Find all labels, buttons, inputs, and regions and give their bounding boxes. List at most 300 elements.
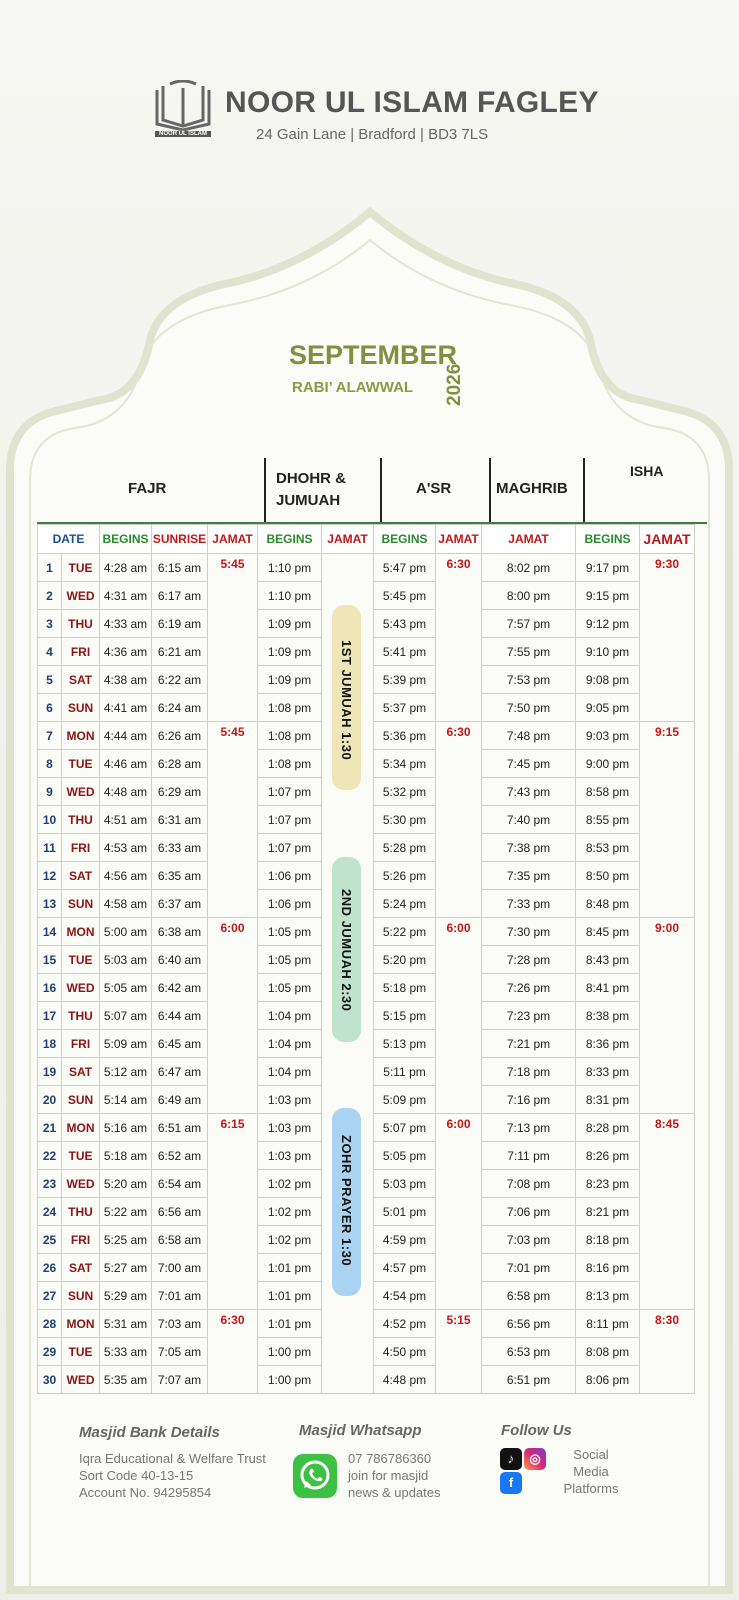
sunrise-time: 7:03 am xyxy=(152,1310,208,1338)
sunrise-time: 6:45 am xyxy=(152,1030,208,1058)
date-number: 9 xyxy=(38,778,62,806)
date-number: 13 xyxy=(38,890,62,918)
col-isha-jamat: JAMAT xyxy=(640,525,695,554)
maghrib-jamat: 8:02 pm xyxy=(482,554,576,582)
month-title: SEPTEMBER xyxy=(289,340,458,370)
maghrib-heading: MAGHRIB xyxy=(496,480,568,497)
date-number: 5 xyxy=(38,666,62,694)
table-row xyxy=(38,554,695,582)
fajr-begins: 5:07 am xyxy=(100,1002,152,1030)
sunrise-time: 6:52 am xyxy=(152,1142,208,1170)
dhohr-heading-line2: JUMUAH xyxy=(276,492,341,509)
fajr-begins: 5:22 am xyxy=(100,1198,152,1226)
day-name: MON xyxy=(62,722,100,750)
maghrib-jamat: 7:57 pm xyxy=(482,610,576,638)
dhohr-begins: 1:05 pm xyxy=(258,918,322,946)
date-number: 1 xyxy=(38,554,62,582)
day-name: WED xyxy=(62,974,100,1002)
logo-caption: NOOR UL ISLAM xyxy=(159,131,207,137)
dhohr-begins: 1:04 pm xyxy=(258,1058,322,1086)
fajr-begins: 4:33 am xyxy=(100,610,152,638)
maghrib-jamat: 7:33 pm xyxy=(482,890,576,918)
date-number: 7 xyxy=(38,722,62,750)
whatsapp-number[interactable]: 07 786786360 xyxy=(348,1451,432,1466)
sunrise-time: 6:44 am xyxy=(152,1002,208,1030)
isha-heading: ISHA xyxy=(630,463,664,479)
col-sunrise: SUNRISE xyxy=(152,525,208,554)
day-name: THU xyxy=(62,610,100,638)
sunrise-time: 6:24 am xyxy=(152,694,208,722)
bank-trust-name: Iqra Educational & Welfare Trust xyxy=(79,1451,266,1466)
maghrib-jamat: 7:53 pm xyxy=(482,666,576,694)
isha-begins: 9:15 pm xyxy=(576,582,640,610)
col-isha-begins: BEGINS xyxy=(576,525,640,554)
sunrise-time: 6:15 am xyxy=(152,554,208,582)
facebook-icon[interactable]: f xyxy=(500,1472,522,1494)
hijri-month: RABI’ ALAWWAL xyxy=(292,379,414,396)
isha-begins: 8:06 pm xyxy=(576,1366,640,1394)
dhohr-begins: 1:08 pm xyxy=(258,722,322,750)
day-name: MON xyxy=(62,1114,100,1142)
day-name: THU xyxy=(62,1002,100,1030)
asr-begins: 5:36 pm xyxy=(374,722,436,750)
day-name: FRI xyxy=(62,834,100,862)
day-name: SAT xyxy=(62,666,100,694)
isha-begins: 9:00 pm xyxy=(576,750,640,778)
isha-begins: 8:58 pm xyxy=(576,778,640,806)
fajr-jamat: 5:45 xyxy=(208,554,258,722)
masjid-address: 24 Gain Lane | Bradford | BD3 7LS xyxy=(256,126,489,143)
asr-begins: 4:50 pm xyxy=(374,1338,436,1366)
day-name: SUN xyxy=(62,1282,100,1310)
sunrise-time: 6:49 am xyxy=(152,1086,208,1114)
asr-begins: 5:01 pm xyxy=(374,1198,436,1226)
isha-begins: 8:26 pm xyxy=(576,1142,640,1170)
dhohr-begins: 1:05 pm xyxy=(258,974,322,1002)
fajr-jamat: 6:00 xyxy=(208,918,258,1114)
maghrib-jamat: 7:35 pm xyxy=(482,862,576,890)
maghrib-jamat: 7:55 pm xyxy=(482,638,576,666)
sunrise-time: 7:05 am xyxy=(152,1338,208,1366)
follow-us-title: Follow Us xyxy=(501,1422,572,1439)
dhohr-begins: 1:02 pm xyxy=(258,1226,322,1254)
asr-begins: 5:32 pm xyxy=(374,778,436,806)
whatsapp-details xyxy=(348,1450,441,1501)
dhohr-begins: 1:06 pm xyxy=(258,890,322,918)
maghrib-jamat: 7:11 pm xyxy=(482,1142,576,1170)
date-number: 11 xyxy=(38,834,62,862)
date-number: 16 xyxy=(38,974,62,1002)
day-name: SUN xyxy=(62,890,100,918)
date-number: 23 xyxy=(38,1170,62,1198)
fajr-jamat: 6:30 xyxy=(208,1310,258,1394)
isha-begins: 9:05 pm xyxy=(576,694,640,722)
day-name: FRI xyxy=(62,638,100,666)
isha-begins: 8:38 pm xyxy=(576,1002,640,1030)
isha-begins: 8:13 pm xyxy=(576,1282,640,1310)
fajr-begins: 5:05 am xyxy=(100,974,152,1002)
maghrib-jamat: 6:56 pm xyxy=(482,1310,576,1338)
asr-begins: 5:20 pm xyxy=(374,946,436,974)
year-label: 2026 xyxy=(444,363,465,406)
asr-begins: 5:34 pm xyxy=(374,750,436,778)
whatsapp-icon[interactable] xyxy=(293,1454,337,1498)
sunrise-time: 6:21 am xyxy=(152,638,208,666)
asr-begins: 5:03 pm xyxy=(374,1170,436,1198)
maghrib-jamat: 7:03 pm xyxy=(482,1226,576,1254)
isha-begins: 8:16 pm xyxy=(576,1254,640,1282)
date-number: 22 xyxy=(38,1142,62,1170)
sunrise-time: 6:40 am xyxy=(152,946,208,974)
fajr-begins: 5:09 am xyxy=(100,1030,152,1058)
asr-begins: 5:47 pm xyxy=(374,554,436,582)
isha-jamat: 8:30 xyxy=(640,1310,695,1394)
date-number: 8 xyxy=(38,750,62,778)
date-number: 3 xyxy=(38,610,62,638)
fajr-jamat: 6:15 xyxy=(208,1114,258,1310)
asr-begins: 5:11 pm xyxy=(374,1058,436,1086)
bank-sort-code: Sort Code 40-13-15 xyxy=(79,1468,194,1483)
isha-begins: 8:50 pm xyxy=(576,862,640,890)
sunrise-time: 6:28 am xyxy=(152,750,208,778)
maghrib-jamat: 7:01 pm xyxy=(482,1254,576,1282)
maghrib-jamat: 8:00 pm xyxy=(482,582,576,610)
date-number: 4 xyxy=(38,638,62,666)
asr-begins: 4:52 pm xyxy=(374,1310,436,1338)
dhohr-heading-line1: DHOHR & xyxy=(276,470,346,487)
isha-begins: 9:17 pm xyxy=(576,554,640,582)
isha-begins: 8:21 pm xyxy=(576,1198,640,1226)
dhohr-begins: 1:09 pm xyxy=(258,610,322,638)
dhohr-begins: 1:07 pm xyxy=(258,806,322,834)
day-name: MON xyxy=(62,1310,100,1338)
isha-begins: 8:11 pm xyxy=(576,1310,640,1338)
maghrib-jamat: 7:08 pm xyxy=(482,1170,576,1198)
isha-jamat: 9:00 xyxy=(640,918,695,1114)
bank-details-title: Masjid Bank Details xyxy=(79,1424,220,1441)
sunrise-time: 6:56 am xyxy=(152,1198,208,1226)
sunrise-time: 6:22 am xyxy=(152,666,208,694)
maghrib-jamat: 7:13 pm xyxy=(482,1114,576,1142)
asr-begins: 5:15 pm xyxy=(374,1002,436,1030)
dhohr-begins: 1:10 pm xyxy=(258,582,322,610)
date-number: 28 xyxy=(38,1310,62,1338)
date-number: 26 xyxy=(38,1254,62,1282)
dhohr-begins: 1:09 pm xyxy=(258,666,322,694)
maghrib-jamat: 7:28 pm xyxy=(482,946,576,974)
dhohr-begins: 1:09 pm xyxy=(258,638,322,666)
asr-begins: 5:26 pm xyxy=(374,862,436,890)
sunrise-time: 6:37 am xyxy=(152,890,208,918)
maghrib-jamat: 7:45 pm xyxy=(482,750,576,778)
day-name: WED xyxy=(62,582,100,610)
isha-begins: 8:23 pm xyxy=(576,1170,640,1198)
dhohr-begins: 1:05 pm xyxy=(258,946,322,974)
maghrib-jamat: 7:18 pm xyxy=(482,1058,576,1086)
timetable-body xyxy=(38,554,695,1394)
dhohr-heading xyxy=(276,468,346,512)
fajr-begins: 4:58 am xyxy=(100,890,152,918)
day-name: SAT xyxy=(62,1254,100,1282)
col-fajr-begins: BEGINS xyxy=(100,525,152,554)
social-media-label xyxy=(556,1446,626,1497)
isha-begins: 8:41 pm xyxy=(576,974,640,1002)
sunrise-time: 6:31 am xyxy=(152,806,208,834)
social-label-2: Media xyxy=(573,1464,609,1479)
fajr-begins: 5:18 am xyxy=(100,1142,152,1170)
col-asr-jamat: JAMAT xyxy=(436,525,482,554)
dhohr-begins: 1:01 pm xyxy=(258,1254,322,1282)
isha-begins: 8:18 pm xyxy=(576,1226,640,1254)
maghrib-jamat: 7:06 pm xyxy=(482,1198,576,1226)
isha-begins: 8:36 pm xyxy=(576,1030,640,1058)
sunrise-time: 6:58 am xyxy=(152,1226,208,1254)
maghrib-jamat: 6:53 pm xyxy=(482,1338,576,1366)
asr-begins: 5:45 pm xyxy=(374,582,436,610)
date-number: 20 xyxy=(38,1086,62,1114)
dhohr-begins: 1:08 pm xyxy=(258,694,322,722)
isha-begins: 8:43 pm xyxy=(576,946,640,974)
fajr-begins: 5:33 am xyxy=(100,1338,152,1366)
date-number: 6 xyxy=(38,694,62,722)
fajr-begins: 4:48 am xyxy=(100,778,152,806)
fajr-begins: 4:31 am xyxy=(100,582,152,610)
asr-begins: 5:05 pm xyxy=(374,1142,436,1170)
dhohr-begins: 1:03 pm xyxy=(258,1114,322,1142)
maghrib-jamat: 7:50 pm xyxy=(482,694,576,722)
sunrise-time: 6:19 am xyxy=(152,610,208,638)
isha-begins: 8:08 pm xyxy=(576,1338,640,1366)
divider-dhohr xyxy=(264,458,266,524)
social-label-1: Social xyxy=(573,1447,609,1462)
fajr-begins: 5:29 am xyxy=(100,1282,152,1310)
fajr-begins: 5:31 am xyxy=(100,1310,152,1338)
col-dhohr-jamat: JAMAT xyxy=(322,525,374,554)
dhohr-begins: 1:01 pm xyxy=(258,1310,322,1338)
asr-begins: 5:22 pm xyxy=(374,918,436,946)
sunrise-time: 6:47 am xyxy=(152,1058,208,1086)
day-name: THU xyxy=(62,806,100,834)
day-name: TUE xyxy=(62,946,100,974)
asr-jamat: 6:30 xyxy=(436,554,482,722)
maghrib-jamat: 6:58 pm xyxy=(482,1282,576,1310)
maghrib-jamat: 7:26 pm xyxy=(482,974,576,1002)
isha-begins: 8:45 pm xyxy=(576,918,640,946)
fajr-begins: 5:25 am xyxy=(100,1226,152,1254)
masjid-name: NOOR UL ISLAM FAGLEY xyxy=(225,86,599,119)
instagram-icon[interactable]: ◎ xyxy=(524,1448,546,1470)
fajr-begins: 5:12 am xyxy=(100,1058,152,1086)
fajr-begins: 5:27 am xyxy=(100,1254,152,1282)
divider-isha xyxy=(583,458,585,524)
date-number: 27 xyxy=(38,1282,62,1310)
day-name: TUE xyxy=(62,1338,100,1366)
sunrise-time: 7:01 am xyxy=(152,1282,208,1310)
day-name: WED xyxy=(62,1170,100,1198)
isha-begins: 9:03 pm xyxy=(576,722,640,750)
tiktok-icon[interactable]: ♪ xyxy=(500,1448,522,1470)
isha-begins: 8:28 pm xyxy=(576,1114,640,1142)
dhohr-begins: 1:07 pm xyxy=(258,778,322,806)
sunrise-time: 6:51 am xyxy=(152,1114,208,1142)
date-number: 19 xyxy=(38,1058,62,1086)
asr-begins: 4:59 pm xyxy=(374,1226,436,1254)
fajr-begins: 5:16 am xyxy=(100,1114,152,1142)
day-name: MON xyxy=(62,918,100,946)
isha-begins: 8:48 pm xyxy=(576,890,640,918)
zohr-text: ZOHR PRAYER 1:30 xyxy=(339,1135,354,1267)
fajr-begins: 4:36 am xyxy=(100,638,152,666)
asr-begins: 5:28 pm xyxy=(374,834,436,862)
col-date: DATE xyxy=(38,525,100,554)
date-number: 24 xyxy=(38,1198,62,1226)
fajr-begins: 5:35 am xyxy=(100,1366,152,1394)
day-name: SUN xyxy=(62,694,100,722)
second-jumuah-text: 2ND JUMUAH 2:30 xyxy=(339,888,354,1012)
day-name: TUE xyxy=(62,750,100,778)
asr-begins: 4:48 pm xyxy=(374,1366,436,1394)
dhohr-begins: 1:06 pm xyxy=(258,862,322,890)
isha-begins: 8:33 pm xyxy=(576,1058,640,1086)
bank-account-number: Account No. 94295854 xyxy=(79,1485,212,1500)
date-number: 12 xyxy=(38,862,62,890)
fajr-begins: 5:14 am xyxy=(100,1086,152,1114)
sunrise-time: 7:00 am xyxy=(152,1254,208,1282)
sunrise-time: 6:54 am xyxy=(152,1170,208,1198)
isha-begins: 9:08 pm xyxy=(576,666,640,694)
date-number: 10 xyxy=(38,806,62,834)
maghrib-jamat: 7:38 pm xyxy=(482,834,576,862)
dhohr-begins: 1:02 pm xyxy=(258,1170,322,1198)
day-name: FRI xyxy=(62,1226,100,1254)
fajr-begins: 5:03 am xyxy=(100,946,152,974)
asr-begins: 5:24 pm xyxy=(374,890,436,918)
dhohr-begins: 1:03 pm xyxy=(258,1086,322,1114)
asr-jamat: 6:00 xyxy=(436,918,482,1114)
asr-jamat: 6:30 xyxy=(436,722,482,918)
day-name: SUN xyxy=(62,1086,100,1114)
date-number: 29 xyxy=(38,1338,62,1366)
asr-begins: 5:13 pm xyxy=(374,1030,436,1058)
fajr-jamat: 5:45 xyxy=(208,722,258,918)
sunrise-time: 7:07 am xyxy=(152,1366,208,1394)
dhohr-begins: 1:10 pm xyxy=(258,554,322,582)
fajr-begins: 5:20 am xyxy=(100,1170,152,1198)
dhohr-begins: 1:00 pm xyxy=(258,1338,322,1366)
day-name: FRI xyxy=(62,1030,100,1058)
sunrise-time: 6:29 am xyxy=(152,778,208,806)
dhohr-begins: 1:00 pm xyxy=(258,1366,322,1394)
isha-begins: 9:10 pm xyxy=(576,638,640,666)
date-number: 2 xyxy=(38,582,62,610)
fajr-heading: FAJR xyxy=(128,480,167,497)
asr-heading: A'SR xyxy=(416,480,452,497)
date-number: 21 xyxy=(38,1114,62,1142)
maghrib-jamat: 7:40 pm xyxy=(482,806,576,834)
fajr-begins: 4:44 am xyxy=(100,722,152,750)
whatsapp-title: Masjid Whatsapp xyxy=(299,1422,422,1439)
fajr-begins: 4:46 am xyxy=(100,750,152,778)
isha-begins: 8:53 pm xyxy=(576,834,640,862)
isha-jamat: 9:30 xyxy=(640,554,695,722)
whatsapp-note-2: news & updates xyxy=(348,1485,441,1500)
fajr-begins: 4:28 am xyxy=(100,554,152,582)
asr-jamat: 5:15 xyxy=(436,1310,482,1394)
asr-begins: 5:37 pm xyxy=(374,694,436,722)
fajr-begins: 4:41 am xyxy=(100,694,152,722)
fajr-begins: 4:51 am xyxy=(100,806,152,834)
date-number: 18 xyxy=(38,1030,62,1058)
dhohr-begins: 1:04 pm xyxy=(258,1030,322,1058)
isha-begins: 9:12 pm xyxy=(576,610,640,638)
asr-begins: 5:41 pm xyxy=(374,638,436,666)
sunrise-time: 6:17 am xyxy=(152,582,208,610)
sunrise-time: 6:33 am xyxy=(152,834,208,862)
date-number: 17 xyxy=(38,1002,62,1030)
day-name: WED xyxy=(62,778,100,806)
col-fajr-jamat: JAMAT xyxy=(208,525,258,554)
asr-begins: 4:57 pm xyxy=(374,1254,436,1282)
fajr-begins: 4:56 am xyxy=(100,862,152,890)
dhohr-begins: 1:04 pm xyxy=(258,1002,322,1030)
maghrib-jamat: 7:48 pm xyxy=(482,722,576,750)
asr-begins: 5:43 pm xyxy=(374,610,436,638)
prayer-timetable xyxy=(37,524,695,1394)
maghrib-jamat: 6:51 pm xyxy=(482,1366,576,1394)
col-maghrib-jamat: JAMAT xyxy=(482,525,576,554)
day-name: THU xyxy=(62,1198,100,1226)
isha-begins: 8:31 pm xyxy=(576,1086,640,1114)
date-number: 25 xyxy=(38,1226,62,1254)
sunrise-time: 6:35 am xyxy=(152,862,208,890)
maghrib-jamat: 7:30 pm xyxy=(482,918,576,946)
maghrib-jamat: 7:16 pm xyxy=(482,1086,576,1114)
asr-jamat: 6:00 xyxy=(436,1114,482,1310)
sunrise-time: 6:38 am xyxy=(152,918,208,946)
maghrib-jamat: 7:21 pm xyxy=(482,1030,576,1058)
first-jumuah-text: 1ST JUMUAH 1:30 xyxy=(339,639,354,761)
maghrib-jamat: 7:43 pm xyxy=(482,778,576,806)
dhohr-begins: 1:01 pm xyxy=(258,1282,322,1310)
day-name: TUE xyxy=(62,554,100,582)
maghrib-jamat: 7:23 pm xyxy=(482,1002,576,1030)
asr-begins: 5:30 pm xyxy=(374,806,436,834)
isha-jamat: 9:15 xyxy=(640,722,695,918)
asr-begins: 5:09 pm xyxy=(374,1086,436,1114)
social-label-3: Platforms xyxy=(563,1481,619,1496)
date-number: 30 xyxy=(38,1366,62,1394)
isha-jamat: 8:45 xyxy=(640,1114,695,1310)
asr-begins: 4:54 pm xyxy=(374,1282,436,1310)
col-asr-begins: BEGINS xyxy=(374,525,436,554)
fajr-begins: 5:00 am xyxy=(100,918,152,946)
day-name: SAT xyxy=(62,1058,100,1086)
date-number: 14 xyxy=(38,918,62,946)
divider-asr xyxy=(380,458,382,524)
dhohr-begins: 1:02 pm xyxy=(258,1198,322,1226)
fajr-begins: 4:53 am xyxy=(100,834,152,862)
sunrise-time: 6:26 am xyxy=(152,722,208,750)
isha-begins: 8:55 pm xyxy=(576,806,640,834)
day-name: WED xyxy=(62,1366,100,1394)
dhohr-begins: 1:08 pm xyxy=(258,750,322,778)
sunrise-time: 6:42 am xyxy=(152,974,208,1002)
asr-begins: 5:07 pm xyxy=(374,1114,436,1142)
dhohr-begins: 1:07 pm xyxy=(258,834,322,862)
date-number: 15 xyxy=(38,946,62,974)
asr-begins: 5:39 pm xyxy=(374,666,436,694)
divider-maghrib xyxy=(489,458,491,524)
